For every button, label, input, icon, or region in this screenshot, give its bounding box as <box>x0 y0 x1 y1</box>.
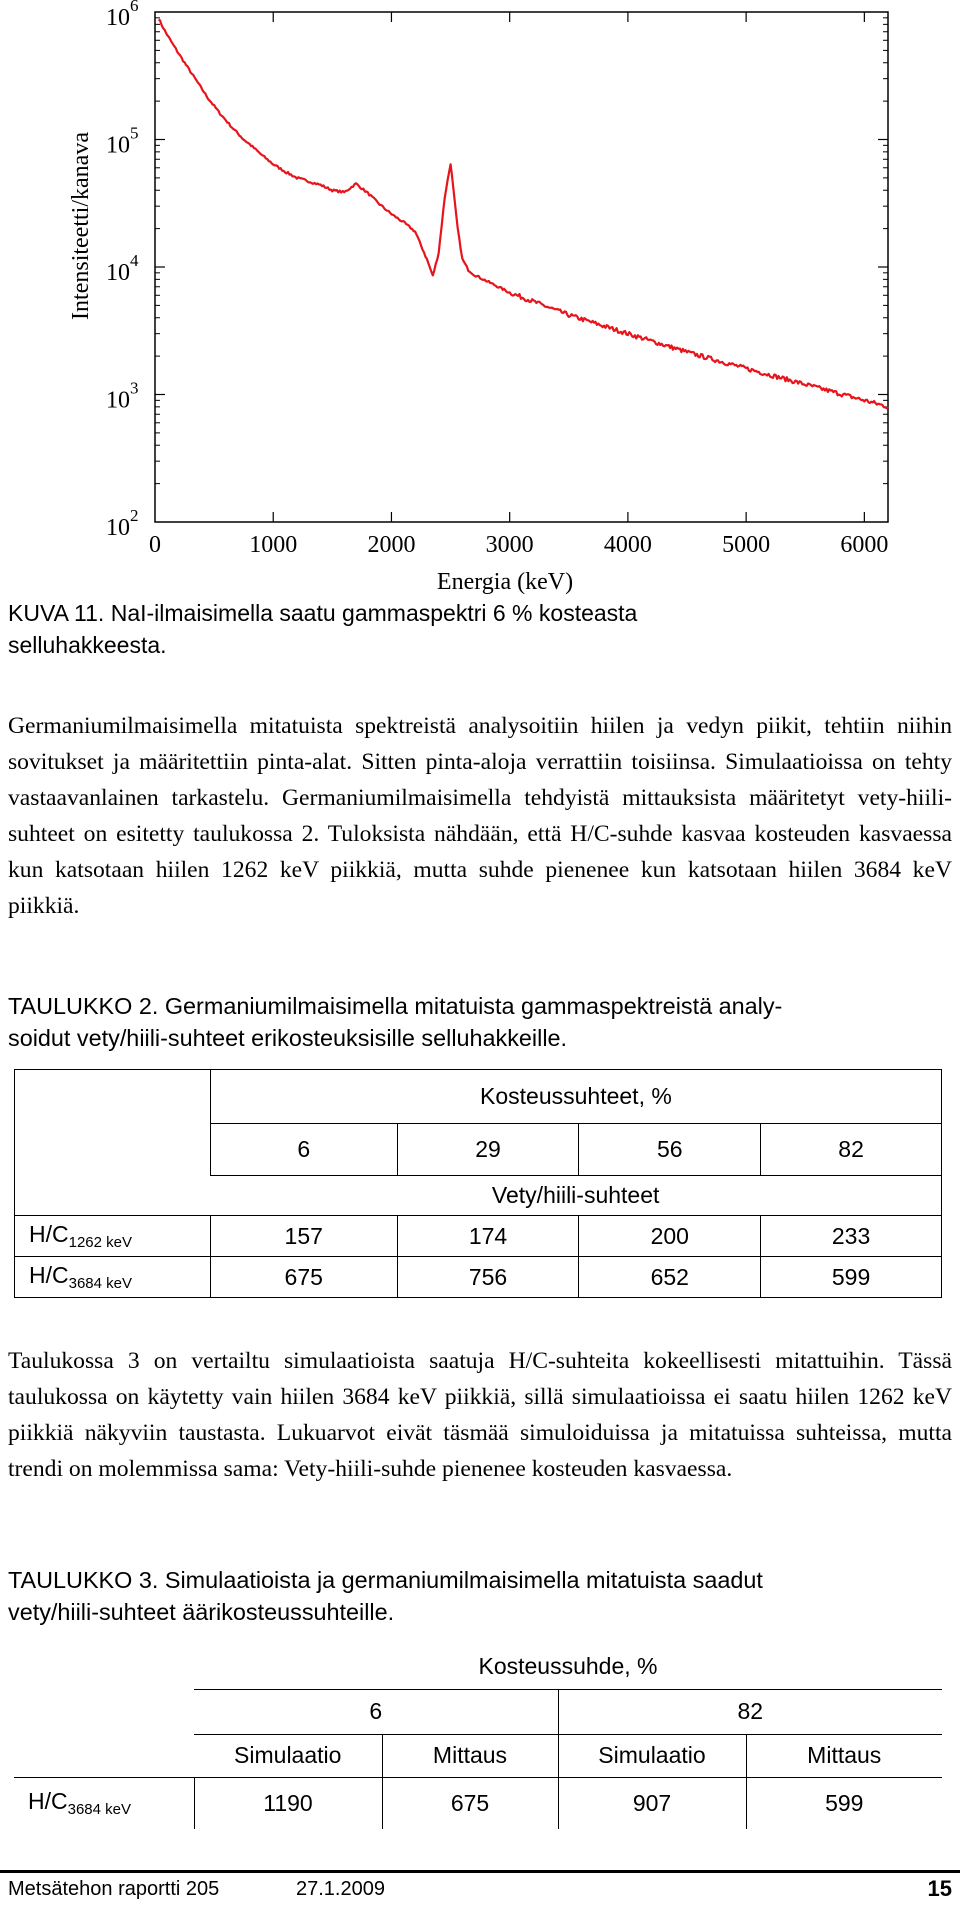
spectrum-series-line <box>159 20 889 409</box>
table3-subcol-header: Simulaatio <box>194 1734 382 1777</box>
y-tick-label: $10^3$ <box>106 378 139 414</box>
table2-subheader: Vety/hiili-suhteet <box>210 1176 941 1216</box>
table-cell: 233 <box>761 1216 942 1257</box>
footer-date: 27.1.2009 <box>296 1878 385 1900</box>
table-cell: 652 <box>579 1257 761 1298</box>
y-tick-label: $10^2$ <box>106 506 139 541</box>
table-cell: 1190 <box>194 1777 382 1829</box>
x-tick-label: 1000 <box>249 532 298 558</box>
table3-moisture-header: 82 <box>558 1689 942 1734</box>
table3-moisture-header: 6 <box>194 1689 558 1734</box>
table3-subcol-header: Simulaatio <box>558 1734 746 1777</box>
x-tick-label: 0 <box>149 532 161 558</box>
table2-col-header: 56 <box>579 1124 761 1176</box>
figure-caption-line2: selluhakkeesta. <box>8 632 167 658</box>
x-tick-label: 3000 <box>485 532 534 558</box>
figure-caption-line1: KUVA 11. NaI-ilmaisimella saatu gammaspektri 6 % kosteasta <box>8 600 638 626</box>
page-number: 15 <box>927 1876 952 1901</box>
y-tick-label: $10^4$ <box>106 251 139 286</box>
table-cell: 907 <box>558 1777 746 1829</box>
table3-subcol-header: Mittaus <box>382 1734 558 1777</box>
plot-border <box>155 12 888 522</box>
x-axis-label: Energia (keV) <box>436 569 574 595</box>
x-tick-label: 4000 <box>603 532 652 558</box>
y-tick-label: $10^5$ <box>106 123 139 159</box>
x-tick-label: 2000 <box>367 532 416 558</box>
series-layer <box>159 20 889 409</box>
footer-rule <box>0 1870 960 1873</box>
table-row <box>15 1216 942 1257</box>
table-cell: 675 <box>382 1777 558 1829</box>
table-cell: 599 <box>761 1257 942 1298</box>
table-row <box>15 1257 942 1298</box>
y-tick-label: $10^6$ <box>106 0 139 31</box>
table-cell: 675 <box>210 1257 397 1298</box>
table3-group-header: Kosteussuhde, % <box>194 1645 942 1689</box>
y-axis-label: Intensiteetti/kanava <box>68 132 94 320</box>
table2-caption-line1: TAULUKKO 2. Germaniumilmaisimella mitatuista gammaspektreistä analy- <box>8 993 783 1019</box>
table-cell: 756 <box>397 1257 579 1298</box>
table2-col-header: 82 <box>761 1124 942 1176</box>
table-cell: 174 <box>397 1216 579 1257</box>
page-footer <box>0 1870 960 1905</box>
x-tick-label: 6000 <box>840 532 889 558</box>
table2-col-header: 6 <box>210 1124 397 1176</box>
table2-col-header: 29 <box>397 1124 579 1176</box>
body-paragraph-2: Taulukossa 3 on vertailtu simulaatioista saatuja H/C-suhteita kokeellisesti mitattuihin. Tässä taulukossa on käytetty vain hiilen 3684 keV piikkiä, sillä simulaatioissa ei saatu hiilen 1262 keV piikkiä näkyviin taustasta. Lukuarvot eivät täsmää simuloiduissa ja mitatuissa suhteissa, mutta trendi on molemmissa sama: Vety-hiili-suhde pienenee kosteuden kasvaessa. <box>8 1348 952 1482</box>
table3-subcol-header: Mittaus <box>807 1742 882 1768</box>
table2-group-header: Kosteussuhteet, % <box>210 1070 941 1124</box>
y-axis-ticks <box>106 0 888 541</box>
x-axis-ticks <box>149 12 888 558</box>
table-cell: 157 <box>210 1216 397 1257</box>
table2-row-label: $H/C_{3684 keV}$ <box>15 1257 211 1298</box>
spectrum-chart <box>0 0 960 600</box>
table-row <box>14 1777 942 1829</box>
table2-corner-cell <box>15 1070 211 1216</box>
table-2 <box>14 1069 942 1298</box>
table-3 <box>14 1645 942 1829</box>
table3-row-label: $H/C_{3684 keV}$ <box>14 1777 194 1829</box>
table-cell: 599 <box>746 1777 942 1829</box>
footer-report-name: Metsätehon raportti 205 <box>8 1878 220 1900</box>
table2-caption-line2: soidut vety/hiili-suhteet erikosteuksisille selluhakkeille. <box>8 1025 568 1051</box>
body-paragraph-1: Germaniumilmaisimella mitatuista spektreistä analysoitiin hiilen ja vedyn piikit, tehtiin niihin sovitukset ja määritettiin pinta-alat. Sitten pinta-aloja verrattiin toisiinsa. Simulaatioissa on tehty vastaavanlainen tarkastelu. Germaniumilmaisimella tehdyistä mittauksista määritetyt vety-hiili-suhteet on esitetty taulukossa 2. Tuloksista nähdään, että H/C-suhde kasvaa kosteuden kasvaessa kun katsotaan hiilen 1262 keV piikkiä, mutta suhde pienenee kun katsotaan hiilen 3684 keV piikkiä. <box>8 713 952 919</box>
table3-caption-line2: vety/hiili-suhteet äärikosteussuhteille. <box>8 1599 395 1625</box>
table3-caption-line1: TAULUKKO 3. Simulaatioista ja germaniumilmaisimella mitatuista saadut <box>8 1567 763 1593</box>
table2-row-label: $H/C_{1262 keV}$ <box>15 1216 211 1257</box>
plot-frame <box>155 12 888 522</box>
table-cell: 200 <box>579 1216 761 1257</box>
x-tick-label: 5000 <box>722 532 771 558</box>
table3-corner-cell <box>14 1645 194 1777</box>
